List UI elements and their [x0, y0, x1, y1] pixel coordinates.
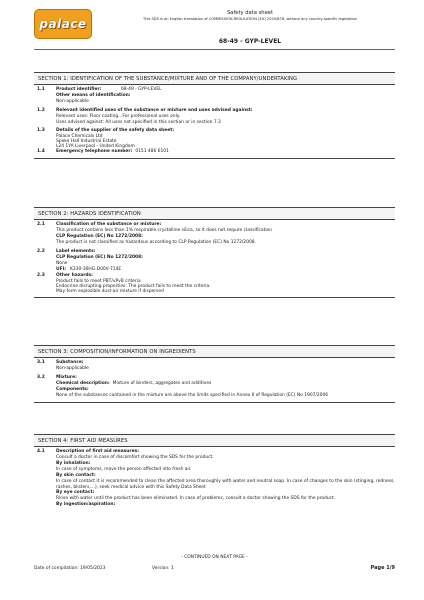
supplier-address-1: Speke Hall Industrial Estate	[56, 139, 117, 144]
other-hazard-2: Endocrine disrupting properties: The product fails to meet the criteria.	[56, 283, 211, 289]
section-2-heading: SECTION 2: HAZARDS IDENTIFICATION	[34, 207, 395, 220]
section-2	[34, 207, 395, 298]
supplier-company: Palace Chemicals Ltd	[56, 134, 103, 139]
item-number: 2.3	[37, 272, 45, 278]
item-number: 1.2	[37, 107, 45, 113]
emergency-phone: 0151 486 6101	[135, 149, 169, 154]
label-elements-heading: Label elements:	[56, 248, 96, 254]
first-aid-description-text: Consult a doctor in case of discomfort showing the SDS for the product.	[56, 455, 214, 460]
other-hazard-3: May form explosible dust-air mixture if dispersed	[56, 288, 164, 294]
first-aid-description-heading: Description of first aid measures:	[56, 449, 139, 454]
other-hazard-1: Product fails to meet PBT/vPvB criteria	[56, 278, 141, 284]
document-subtitle: This SDS is an English translation of COMMISSION REGULATION (EU) 2020/878, without any country-specific legislation	[143, 17, 357, 21]
item-number: 2.2	[37, 248, 45, 254]
continued-notice: - CONTINUED ON NEXT PAGE -	[181, 555, 248, 560]
supplier-address-2: L24 1YA Liverpool - United Kingdom	[56, 144, 135, 149]
compilation-date: Date of compilation: 19/05/2023	[34, 566, 106, 571]
item-number: 1.1	[37, 87, 45, 92]
clp-regulation-text: The product is not classified as hazardous according to CLP Regulation (EC) No 1272/2008.	[56, 240, 256, 245]
uses-heading: Relevant identified uses of the substance or mixture and uses advised against:	[56, 107, 253, 113]
other-hazards-heading: Other hazards:	[56, 272, 93, 278]
skin-contact-label: By skin contact:	[56, 473, 96, 478]
palace-logo	[34, 9, 92, 39]
inhalation-label: By inhalation:	[56, 461, 91, 466]
item-1-4	[34, 149, 395, 155]
section-4-heading: SECTION 4: FIRST AID MEASURES	[34, 434, 395, 447]
classification-text: This product contains less than 1% respirable crystalline silica, so it does not require classification	[56, 228, 273, 233]
emergency-label: Emergency telephone number:	[56, 149, 133, 154]
uses-advised-against: Uses advised against: All uses not specified in this section or in section 7.3	[56, 119, 221, 125]
item-number: 4.1	[37, 449, 45, 454]
clp-regulation-label-2: CLP Regulation (EC) No 1272/2008:	[56, 254, 143, 260]
document-title: Safety data sheet	[227, 10, 273, 16]
other-means-value: Non-applicable	[56, 99, 89, 104]
section-4-body	[34, 447, 395, 508]
section-1-heading: SECTION 1: IDENTIFICATION OF THE SUBSTANCE/MIXTURE AND OF THE COMPANY/UNDERTAKING	[34, 72, 395, 85]
section-3-heading: SECTION 3: COMPOSITION/INFORMATION ON INGREDIENTS	[34, 345, 395, 358]
inhalation-text: In case of symptoms, move the person affected into fresh air.	[56, 467, 192, 472]
skin-contact-text: In case of contact it is recommended to clean the affected area thoroughly with water and neutral soap. In case of changes to the skin (stinging, redness, rashes, blisters,...), seek medical advice with this Safety Data Sheet	[56, 479, 395, 490]
substance-heading: Substance:	[56, 360, 84, 365]
section-2-body	[34, 220, 395, 298]
clp-regulation-label: CLP Regulation (EC) No 1272/2008:	[56, 234, 143, 239]
relevant-uses: Relevant uses: Floor coating.. For professional uses only.	[56, 113, 181, 119]
section-3-body	[34, 358, 395, 403]
item-number: 3.2	[37, 374, 45, 380]
page-number: Page 1/9	[370, 565, 395, 571]
eye-contact-text: Rinse with water until the product has been eliminated. In case of problems, consult a doctor showing the SDS for the product.	[56, 496, 336, 501]
item-number: 1.3	[37, 128, 45, 133]
components-text: None of the substances contained in the mixture are above the limits specified in Annex II of Regulation (EC) No 1907/2006	[56, 392, 329, 398]
label-none: None	[56, 260, 68, 266]
section-1	[34, 72, 395, 159]
ufi-value: K330-30HG-D00V-714E	[70, 266, 122, 272]
product-identifier-value: 68-49 - GYP-LEVEL	[121, 87, 162, 92]
logo-text: palace	[39, 17, 87, 31]
eye-contact-label: By eye contact:	[56, 490, 95, 495]
section-1-body	[34, 85, 395, 159]
classification-heading: Classification of the substance or mixture:	[56, 222, 162, 227]
supplier-heading: Details of the supplier of the safety data sheet:	[56, 128, 175, 133]
mixture-heading: Mixture:	[56, 374, 77, 380]
ingestion-label: By ingestion/aspiration:	[56, 502, 116, 507]
other-means-label: Other means of identification:	[56, 93, 131, 98]
section-4	[34, 434, 395, 508]
product-identifier-label: Product identifier:	[56, 87, 102, 92]
header-divider	[34, 49, 395, 50]
version: Version: 1	[152, 566, 174, 571]
section-3	[34, 345, 395, 403]
components-label: Components:	[56, 386, 89, 392]
item-number: 3.1	[37, 360, 45, 365]
chemical-description-value: Mixture of binders, aggregates and additives	[112, 380, 212, 386]
item-number: 2.1	[37, 222, 45, 227]
chemical-description-label: Chemical description:	[56, 380, 110, 386]
substance-value: Non-applicable	[56, 366, 89, 371]
ufi-label: UFI:	[56, 266, 66, 272]
product-title: 68-49 - GYP-LEVEL	[218, 38, 282, 45]
item-number: 1.4	[37, 149, 45, 154]
